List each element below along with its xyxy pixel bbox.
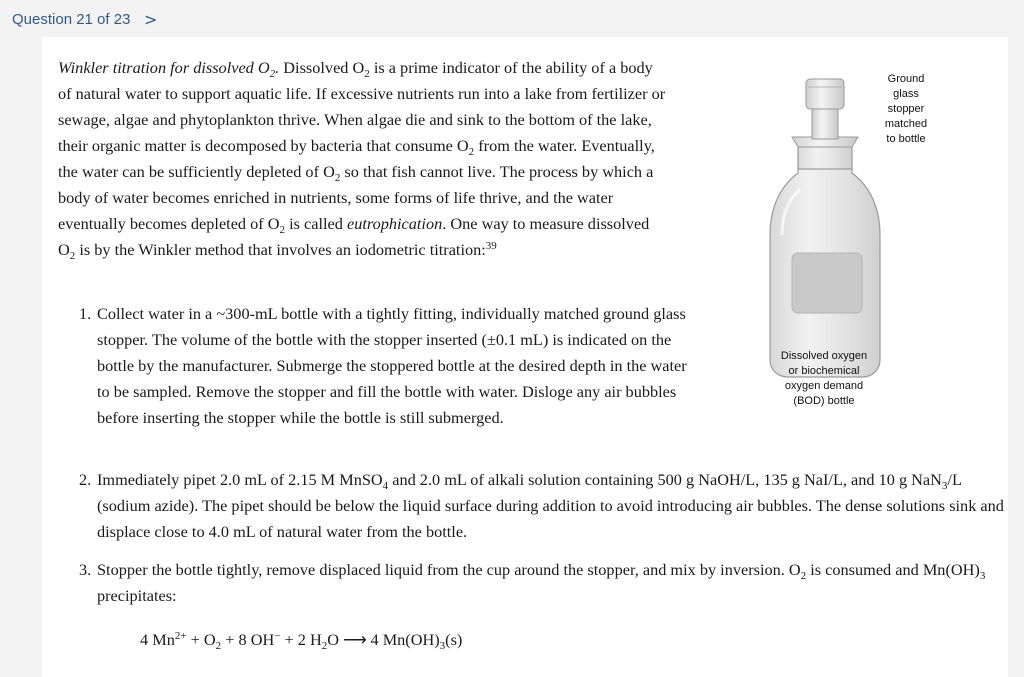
step-3 [79, 557, 1017, 609]
stopper-cap [806, 79, 844, 109]
question-nav-bar [0, 0, 1024, 40]
stopper-caption: Ground glass stopper matched to bottle [884, 73, 928, 145]
bottle-caption: Dissolved oxygen or biochemical oxygen demand (BOD) bottle [780, 350, 868, 407]
bod-bottle-figure [742, 65, 942, 455]
step-2 [79, 467, 1017, 545]
step-number: 3. [79, 560, 92, 579]
chevron-right-icon[interactable]: > [144, 10, 158, 29]
reaction-equation: 4 $Mn^{2+} + O_2 + 8$ OH− + 2 $H_2O$ ⟶ 4 $Mn(OH)_3(s)$ [140, 630, 463, 652]
term-eutrophication: eutrophication [346, 214, 443, 233]
question-content-card [42, 37, 1008, 677]
problem-title: Winkler titration for dissolved $O_2$. [58, 58, 280, 80]
step-number: 2. [79, 470, 92, 489]
step-text: Immediately pipet 2.0 mL of 2.15 M MnSO$_4$ and 2.0 mL of alkali solution containing 500 g NaOH/L, 135 g NaI/L, and 10 g NaN$_3$/L (sodium azide). The pipet should be below the liquid surface during addition to avoid introducing air bubbles. The dense solutions sink and displace close to 4.0 mL of natural water from the bottle. [97, 470, 1004, 541]
stopper-neck [812, 105, 838, 139]
step-number: 1. [79, 304, 92, 323]
step-text: Stopper the bottle tightly, remove displaced liquid from the cup around the stopper, and mix by inversion. $O_2$ is consumed and $Mn(OH)_3$ precipitates: [97, 560, 986, 605]
reference-marker: 39 [485, 240, 497, 252]
question-counter: Question 21 of 23 [12, 11, 131, 28]
bottle-label-patch [792, 253, 862, 313]
reaction-arrow: ⟶ [343, 630, 367, 649]
step-text: Collect water in a ~300-mL bottle with a tightly fitting, individually matched ground glass stopper. The volume of the bottle with the stopper inserted (±0.1 mL) is indicated on the bottle by the manufacturer. Submerge the stoppered bottle at the desired depth in the water to be sampled. Remove the stopper and fill the bottle with water. Disloge any air bubbles before inserting the stopper while the bottle is still submerged. [97, 304, 687, 427]
intro-paragraph: Winkler titration for dissolved $O_2$. Dissolved $O_2$ is a prime indicator of the ability of a body of natural water to support aquatic life. If excessive nutrients run into a lake from fertilizer or sewage, algae and phytoplankton thrive. When algae die and sink to the bottom of the lake, their organic matter is decomposed by bacteria that consume $O_2$ from the water. Eventually, the water can be sufficiently depleted of $O_2$ so that fish cannot live. The process by which a body of water becomes enriched in nutrients, some forms of life thrive, and the water eventually becomes depleted of $O_2$ is called eutrophication. One way to measure dissolved $O_2$ is by the Winkler method that involves an iodometric titration:$^{39}$ [58, 58, 666, 262]
step-1 [79, 301, 697, 431]
